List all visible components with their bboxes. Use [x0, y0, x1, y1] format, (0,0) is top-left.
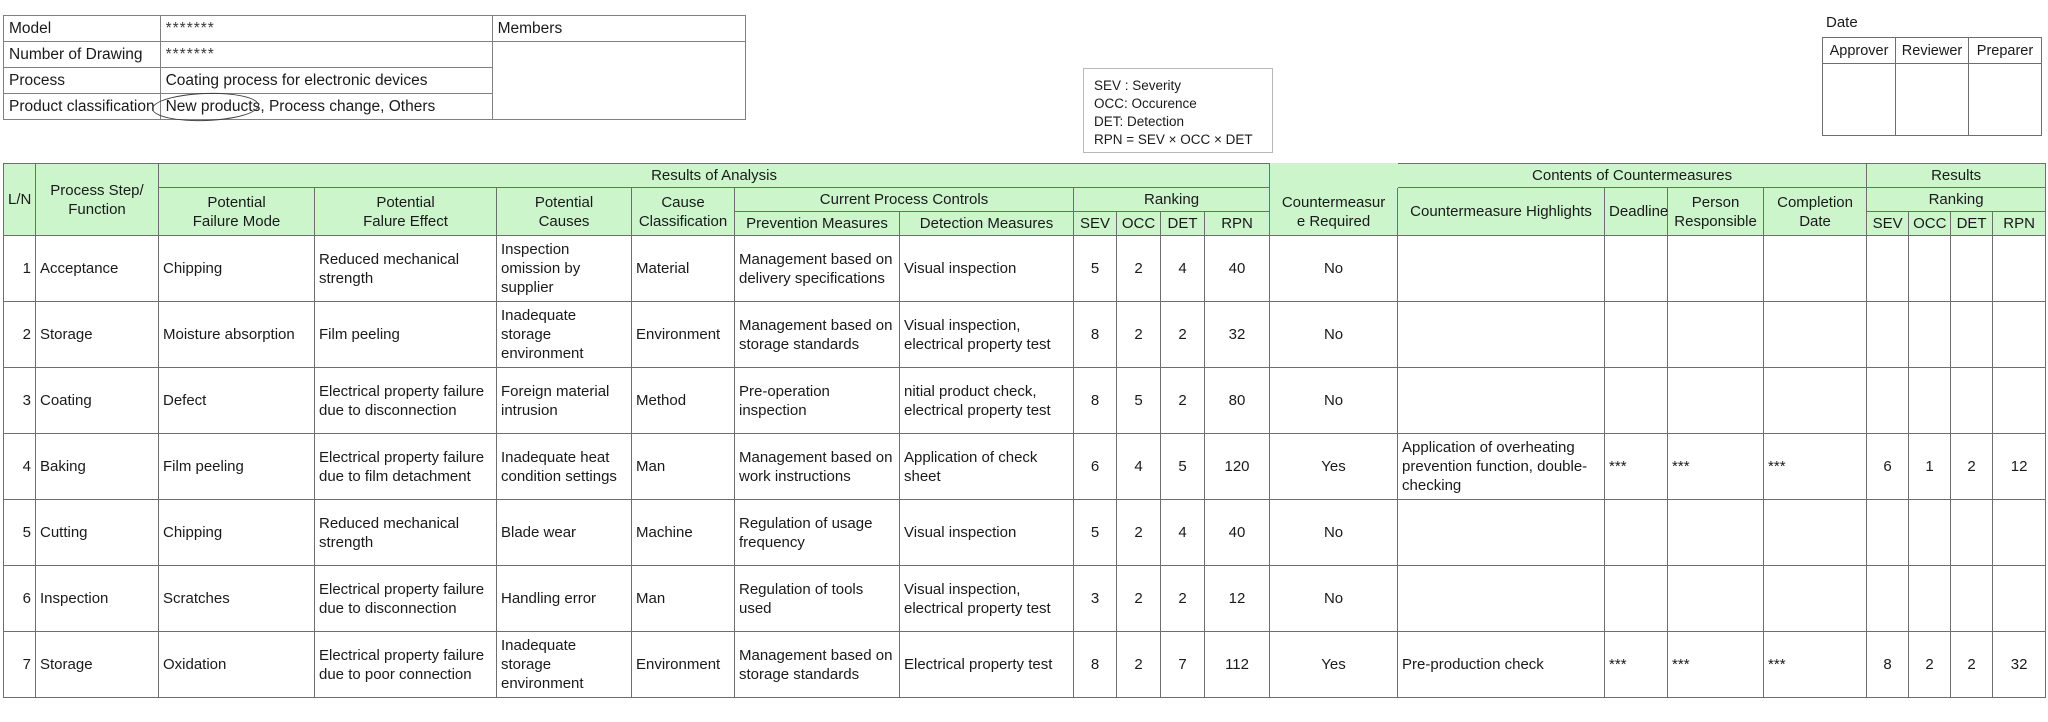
cell-process-step[interactable]: Cutting	[36, 500, 159, 566]
cell-countermeasure-required[interactable]: No	[1270, 368, 1398, 434]
cell-ln: 1	[4, 236, 36, 302]
col-header-deadline: Deadline	[1605, 188, 1668, 236]
cell-res-det[interactable]	[1951, 500, 1993, 566]
cell-person-responsible[interactable]: ***	[1668, 632, 1764, 698]
cell-completion-date[interactable]	[1764, 236, 1867, 302]
cell-res-sev[interactable]: 8	[1867, 632, 1909, 698]
col-header-process-step	[36, 164, 159, 236]
fmea-header-subgroup-row	[4, 188, 2046, 212]
col-header-cause-classification-line2: Classification	[638, 212, 728, 230]
approval-signature-approver[interactable]	[1823, 64, 1896, 136]
info-label-model: Model	[4, 16, 161, 42]
info-row-model	[4, 16, 746, 42]
cell-deadline[interactable]: ***	[1605, 434, 1668, 500]
col-header-detection-measures: Detection Measures	[900, 212, 1074, 236]
cell-detection[interactable]: Visual inspection	[900, 500, 1074, 566]
cell-ln: 2	[4, 302, 36, 368]
info-value-model[interactable]: *******	[160, 16, 492, 42]
info-label-drawing-number: Number of Drawing	[4, 42, 161, 68]
cell-failure-mode[interactable]: Film peeling	[159, 434, 315, 500]
info-value-drawing-number[interactable]: *******	[160, 42, 492, 68]
cell-occ[interactable]: 5	[1117, 368, 1161, 434]
cell-res-det[interactable]	[1951, 236, 1993, 302]
members-label-cell: Members	[492, 16, 745, 42]
group-header-results: Results	[1867, 164, 2046, 188]
info-label-process: Process	[4, 68, 161, 94]
cell-detection[interactable]: Application of check sheet	[900, 434, 1074, 500]
cell-res-sev[interactable]	[1867, 368, 1909, 434]
cell-deadline[interactable]	[1605, 236, 1668, 302]
col-header-process-step-line1: Process Step/	[50, 181, 144, 199]
cell-rpn[interactable]: 80	[1205, 368, 1270, 434]
cell-res-det[interactable]	[1951, 566, 1993, 632]
cell-failure-effect[interactable]: Reduced mechanical strength	[315, 236, 497, 302]
col-header-potential-failure-mode-line1: Potential	[207, 193, 266, 211]
cell-res-occ[interactable]: 2	[1909, 632, 1951, 698]
cell-causes[interactable]: Handling error	[497, 566, 632, 632]
cell-ln: 7	[4, 632, 36, 698]
cell-failure-effect[interactable]: Electrical property failure due to disconnection	[315, 566, 497, 632]
cell-completion-date[interactable]: ***	[1764, 632, 1867, 698]
cell-failure-mode[interactable]: Chipping	[159, 500, 315, 566]
cell-prevention[interactable]: Pre-operation inspection	[735, 368, 900, 434]
document-info-block	[3, 15, 746, 120]
cell-prevention[interactable]: Regulation of tools used	[735, 566, 900, 632]
col-header-ln: L/N	[4, 164, 36, 236]
cell-person-responsible[interactable]	[1668, 236, 1764, 302]
col-header-completion-date-line1: Completion	[1777, 193, 1853, 211]
cell-countermeasure-highlights[interactable]: Application of overheating prevention function, double-checking	[1398, 434, 1605, 500]
table-row[interactable]	[4, 632, 2046, 698]
col-header-potential-causes-line2: Causes	[538, 212, 590, 230]
cell-occ[interactable]: 4	[1117, 434, 1161, 500]
cell-res-occ[interactable]	[1909, 236, 1951, 302]
cell-prevention[interactable]: Management based on delivery specifications	[735, 236, 900, 302]
document-info-table	[3, 15, 746, 120]
col-header-cause-classification	[632, 188, 735, 236]
cell-failure-mode[interactable]: Defect	[159, 368, 315, 434]
cell-cause-classification[interactable]: Method	[632, 368, 735, 434]
cell-countermeasure-required[interactable]: No	[1270, 302, 1398, 368]
approval-signature-reviewer[interactable]	[1896, 64, 1969, 136]
col-header-res-det: DET	[1951, 212, 1993, 236]
cell-detection[interactable]: nitial product check, electrical property test	[900, 368, 1074, 434]
cell-person-responsible[interactable]	[1668, 368, 1764, 434]
info-label-product-classification: Product classification	[4, 94, 161, 120]
approval-col-preparer: Preparer	[1969, 38, 2042, 64]
cell-res-rpn[interactable]	[1993, 566, 2046, 632]
approval-block	[1822, 14, 2042, 136]
cell-res-occ[interactable]: 1	[1909, 434, 1951, 500]
cell-countermeasure-highlights[interactable]	[1398, 500, 1605, 566]
table-row[interactable]	[4, 368, 2046, 434]
cell-failure-effect[interactable]: Electrical property failure due to disconnection	[315, 368, 497, 434]
col-header-process-step-line2: Function	[68, 200, 126, 218]
cell-occ[interactable]: 2	[1117, 566, 1161, 632]
cell-rpn[interactable]: 120	[1205, 434, 1270, 500]
cell-rpn[interactable]: 12	[1205, 566, 1270, 632]
cell-occ[interactable]: 2	[1117, 236, 1161, 302]
cell-sev[interactable]: 5	[1074, 236, 1117, 302]
cell-res-occ[interactable]	[1909, 302, 1951, 368]
cell-deadline[interactable]	[1605, 566, 1668, 632]
cell-det[interactable]: 7	[1161, 632, 1205, 698]
approval-signature-preparer[interactable]	[1969, 64, 2042, 136]
cell-process-step[interactable]: Storage	[36, 302, 159, 368]
cell-process-step[interactable]: Coating	[36, 368, 159, 434]
legend-line-det: DET: Detection	[1094, 114, 1185, 129]
col-header-potential-failure-effect-line1: Potential	[376, 193, 435, 211]
cell-res-occ[interactable]	[1909, 368, 1951, 434]
cell-failure-effect[interactable]: Reduced mechanical strength	[315, 500, 497, 566]
cell-ln: 4	[4, 434, 36, 500]
cell-detection[interactable]: Electrical property test	[900, 632, 1074, 698]
group-header-spacer-countermeasure-required	[1270, 164, 1398, 188]
cell-process-step[interactable]: Storage	[36, 632, 159, 698]
cell-det[interactable]: 2	[1161, 566, 1205, 632]
cell-det[interactable]: 2	[1161, 302, 1205, 368]
cell-det[interactable]: 5	[1161, 434, 1205, 500]
fmea-header-group-row	[4, 164, 2046, 188]
col-header-countermeasure-required-line1: Countermeasur	[1281, 193, 1386, 211]
cell-det[interactable]: 2	[1161, 368, 1205, 434]
col-header-countermeasure-highlights: Countermeasure Highlights	[1398, 188, 1605, 236]
cell-sev[interactable]: 5	[1074, 500, 1117, 566]
cell-failure-mode[interactable]: Chipping	[159, 236, 315, 302]
cell-res-det[interactable]: 2	[1951, 434, 1993, 500]
col-header-potential-failure-mode	[159, 188, 315, 236]
fmea-table-wrapper	[3, 163, 2045, 698]
cell-prevention[interactable]: Management based on work instructions	[735, 434, 900, 500]
cell-ln: 3	[4, 368, 36, 434]
col-header-completion-date-line2: Date	[1799, 212, 1831, 230]
table-row[interactable]	[4, 500, 2046, 566]
col-header-det: DET	[1161, 212, 1205, 236]
cell-causes[interactable]: Inspection omission by supplier	[497, 236, 632, 302]
cell-res-sev[interactable]	[1867, 302, 1909, 368]
cell-process-step[interactable]: Baking	[36, 434, 159, 500]
cell-deadline[interactable]	[1605, 368, 1668, 434]
cell-res-det[interactable]	[1951, 368, 1993, 434]
info-row-drawing-number	[4, 42, 746, 68]
cell-person-responsible[interactable]	[1668, 566, 1764, 632]
cell-res-rpn[interactable]	[1993, 368, 2046, 434]
cell-detection[interactable]: Visual inspection, electrical property test	[900, 302, 1074, 368]
approval-col-approver: Approver	[1823, 38, 1896, 64]
cell-completion-date[interactable]	[1764, 302, 1867, 368]
cell-causes[interactable]: Inadequate storage environment	[497, 302, 632, 368]
table-row[interactable]	[4, 434, 2046, 500]
cell-causes[interactable]: Foreign material intrusion	[497, 368, 632, 434]
cell-completion-date[interactable]	[1764, 566, 1867, 632]
info-value-process[interactable]: Coating process for electronic devices	[160, 68, 492, 94]
table-row[interactable]	[4, 566, 2046, 632]
cell-completion-date[interactable]	[1764, 368, 1867, 434]
group-header-contents-of-countermeasures: Contents of Countermeasures	[1398, 164, 1867, 188]
cell-countermeasure-highlights[interactable]	[1398, 368, 1605, 434]
cell-countermeasure-required[interactable]: Yes	[1270, 632, 1398, 698]
cell-cause-classification[interactable]: Environment	[632, 632, 735, 698]
col-header-res-occ: OCC	[1909, 212, 1951, 236]
cell-deadline[interactable]: ***	[1605, 632, 1668, 698]
cell-res-sev[interactable]: 6	[1867, 434, 1909, 500]
subgroup-header-current-process-controls: Current Process Controls	[735, 188, 1074, 212]
cell-res-sev[interactable]	[1867, 236, 1909, 302]
col-header-potential-failure-mode-line2: Failure Mode	[192, 212, 281, 230]
cell-causes[interactable]: Inadequate storage environment	[497, 632, 632, 698]
cell-res-det[interactable]	[1951, 302, 1993, 368]
cell-res-rpn[interactable]	[1993, 236, 2046, 302]
col-header-rpn: RPN	[1205, 212, 1270, 236]
col-header-potential-causes	[497, 188, 632, 236]
cell-failure-effect[interactable]: Electrical property failure due to poor connection	[315, 632, 497, 698]
approval-signature-row	[1823, 64, 2042, 136]
cell-rpn[interactable]: 32	[1205, 302, 1270, 368]
members-value-cell[interactable]	[492, 42, 745, 120]
cell-rpn[interactable]: 40	[1205, 500, 1270, 566]
cell-cause-classification[interactable]: Man	[632, 434, 735, 500]
approval-header-row	[1823, 38, 2042, 64]
col-header-potential-failure-effect	[315, 188, 497, 236]
cell-res-occ[interactable]	[1909, 566, 1951, 632]
cell-countermeasure-required[interactable]: No	[1270, 500, 1398, 566]
cell-person-responsible[interactable]: ***	[1668, 434, 1764, 500]
info-value-product-classification[interactable]: New products, Process change, Others	[160, 94, 492, 120]
col-header-potential-failure-effect-line2: Falure Effect	[363, 212, 448, 230]
table-row[interactable]	[4, 302, 2046, 368]
col-header-sev: SEV	[1074, 212, 1117, 236]
col-header-completion-date	[1764, 188, 1867, 236]
col-header-res-sev: SEV	[1867, 212, 1909, 236]
table-row[interactable]	[4, 236, 2046, 302]
cell-sev[interactable]: 8	[1074, 368, 1117, 434]
cell-deadline[interactable]	[1605, 500, 1668, 566]
cell-completion-date[interactable]: ***	[1764, 434, 1867, 500]
subgroup-header-ranking-analysis: Ranking	[1074, 188, 1270, 212]
cell-countermeasure-highlights[interactable]	[1398, 566, 1605, 632]
cell-sev[interactable]: 8	[1074, 632, 1117, 698]
cell-countermeasure-required[interactable]: Yes	[1270, 434, 1398, 500]
col-header-countermeasure-required-line2: e Required	[1296, 212, 1371, 230]
col-header-countermeasure-required	[1270, 188, 1398, 236]
cell-detection[interactable]: Visual inspection, electrical property test	[900, 566, 1074, 632]
cell-failure-mode[interactable]: Moisture absorption	[159, 302, 315, 368]
cell-occ[interactable]: 2	[1117, 632, 1161, 698]
cell-prevention[interactable]: Management based on storage standards	[735, 302, 900, 368]
date-label: Date	[1826, 14, 1858, 31]
cell-cause-classification[interactable]: Man	[632, 566, 735, 632]
legend-line-occ: OCC: Occurence	[1094, 96, 1197, 111]
cell-res-rpn[interactable]: 12	[1993, 434, 2046, 500]
cell-sev[interactable]: 6	[1074, 434, 1117, 500]
cell-cause-classification[interactable]: Environment	[632, 302, 735, 368]
cell-res-sev[interactable]	[1867, 566, 1909, 632]
approval-col-reviewer: Reviewer	[1896, 38, 1969, 64]
cell-det[interactable]: 4	[1161, 236, 1205, 302]
legend-line-sev: SEV : Severity	[1094, 78, 1182, 93]
cell-rpn[interactable]: 40	[1205, 236, 1270, 302]
cell-causes[interactable]: Blade wear	[497, 500, 632, 566]
cell-countermeasure-required[interactable]: No	[1270, 236, 1398, 302]
cell-process-step[interactable]: Inspection	[36, 566, 159, 632]
cell-cause-classification[interactable]: Material	[632, 236, 735, 302]
cell-rpn[interactable]: 112	[1205, 632, 1270, 698]
approval-table	[1822, 37, 2042, 136]
cell-sev[interactable]: 3	[1074, 566, 1117, 632]
col-header-person-responsible-line1: Person	[1691, 193, 1740, 211]
col-header-res-rpn: RPN	[1993, 212, 2046, 236]
col-header-person-responsible-line2: Responsible	[1674, 212, 1757, 230]
cell-process-step[interactable]: Acceptance	[36, 236, 159, 302]
cell-prevention[interactable]: Management based on storage standards	[735, 632, 900, 698]
col-header-occ: OCC	[1117, 212, 1161, 236]
cell-failure-effect[interactable]: Electrical property failure due to film detachment	[315, 434, 497, 500]
cell-detection[interactable]: Visual inspection	[900, 236, 1074, 302]
cell-ln: 6	[4, 566, 36, 632]
group-header-results-of-analysis: Results of Analysis	[159, 164, 1270, 188]
cell-failure-mode[interactable]: Oxidation	[159, 632, 315, 698]
subgroup-header-ranking-results: Ranking	[1867, 188, 2046, 212]
cell-res-sev[interactable]	[1867, 500, 1909, 566]
fmea-table	[3, 163, 2046, 698]
cell-completion-date[interactable]	[1764, 500, 1867, 566]
cell-res-det[interactable]: 2	[1951, 632, 1993, 698]
cell-res-rpn[interactable]: 32	[1993, 632, 2046, 698]
cell-cause-classification[interactable]: Machine	[632, 500, 735, 566]
col-header-person-responsible	[1668, 188, 1764, 236]
cell-failure-mode[interactable]: Scratches	[159, 566, 315, 632]
cell-countermeasure-required[interactable]: No	[1270, 566, 1398, 632]
col-header-cause-classification-line1: Cause	[661, 193, 705, 211]
cell-prevention[interactable]: Regulation of usage frequency	[735, 500, 900, 566]
cell-deadline[interactable]	[1605, 302, 1668, 368]
col-header-potential-causes-line1: Potential	[534, 193, 594, 211]
col-header-prevention-measures: Prevention Measures	[735, 212, 900, 236]
cell-res-occ[interactable]	[1909, 500, 1951, 566]
cell-causes[interactable]: Inadequate heat condition settings	[497, 434, 632, 500]
legend-line-rpn: RPN = SEV × OCC × DET	[1094, 132, 1253, 147]
cell-failure-effect[interactable]: Film peeling	[315, 302, 497, 368]
cell-det[interactable]: 4	[1161, 500, 1205, 566]
cell-sev[interactable]: 8	[1074, 302, 1117, 368]
cell-res-rpn[interactable]	[1993, 302, 2046, 368]
cell-countermeasure-highlights[interactable]: Pre-production check	[1398, 632, 1605, 698]
cell-person-responsible[interactable]	[1668, 500, 1764, 566]
cell-countermeasure-highlights[interactable]	[1398, 302, 1605, 368]
cell-res-rpn[interactable]	[1993, 500, 2046, 566]
cell-occ[interactable]: 2	[1117, 500, 1161, 566]
cell-occ[interactable]: 2	[1117, 302, 1161, 368]
ranking-legend-box	[1083, 68, 1273, 153]
cell-person-responsible[interactable]	[1668, 302, 1764, 368]
cell-ln: 5	[4, 500, 36, 566]
cell-countermeasure-highlights[interactable]	[1398, 236, 1605, 302]
